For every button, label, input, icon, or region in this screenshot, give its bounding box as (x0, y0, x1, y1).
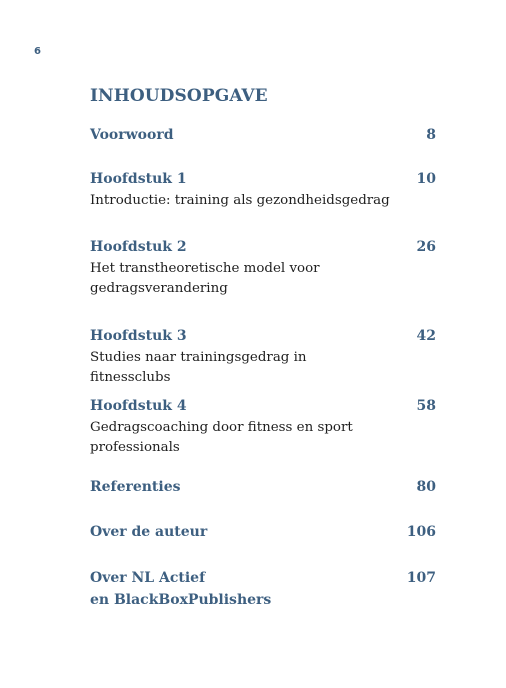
toc-entry-page: 58 (416, 398, 436, 414)
toc-entry-hoofdstuk-2 (90, 236, 436, 299)
toc-entry-title: Over de auteur (90, 524, 208, 540)
toc-entry-title: Hoofdstuk 4 (90, 398, 187, 414)
toc-entry-page: 26 (416, 239, 436, 255)
toc-entry-description-line: gedragsverandering (90, 281, 228, 296)
toc-entry-over-de-auteur (90, 521, 436, 543)
toc-entry-hoofdstuk-3 (90, 325, 436, 388)
toc-entry-description (90, 259, 390, 299)
toc-entry-page: 106 (406, 524, 436, 540)
toc-entry-description: Studies naar trainingsgedrag in fitnessclubs (90, 350, 307, 385)
toc-entry-title: Voorwoord (90, 127, 174, 143)
toc-entry-hoofdstuk-4 (90, 395, 436, 458)
toc-entry-hoofdstuk-1 (90, 168, 436, 211)
toc-title: INHOUDSOPGAVE (90, 86, 268, 106)
toc-entry-voorwoord (90, 124, 436, 146)
toc-entry-description (90, 418, 390, 458)
toc-entry-page: 10 (416, 171, 436, 187)
toc-entry-page: 107 (406, 570, 436, 586)
toc-entry-title: Referenties (90, 479, 181, 495)
toc-entry-subtitle: en BlackBoxPublishers (90, 592, 272, 608)
toc-entry-over-nl-actief (90, 567, 436, 611)
toc-entry-page: 8 (426, 127, 436, 143)
toc-entry-description-line: professionals (90, 440, 180, 455)
toc-entry-description: Introductie: training als gezondheidsgedrag (90, 193, 390, 208)
toc-entry-page: 80 (416, 479, 436, 495)
toc-entry-description-line: Gedragscoaching door fitness en sport (90, 420, 353, 435)
toc-entry-title: Hoofdstuk 3 (90, 328, 187, 344)
page-number: 6 (34, 46, 41, 57)
toc-entry-page: 42 (416, 328, 436, 344)
toc-entry-title: Hoofdstuk 2 (90, 239, 187, 255)
toc-entry-description-line: Het transtheoretische model voor (90, 261, 320, 276)
toc-entry-title: Hoofdstuk 1 (90, 171, 187, 187)
toc-entry-referenties (90, 476, 436, 498)
toc-entry-title: Over NL Actief (90, 570, 206, 586)
